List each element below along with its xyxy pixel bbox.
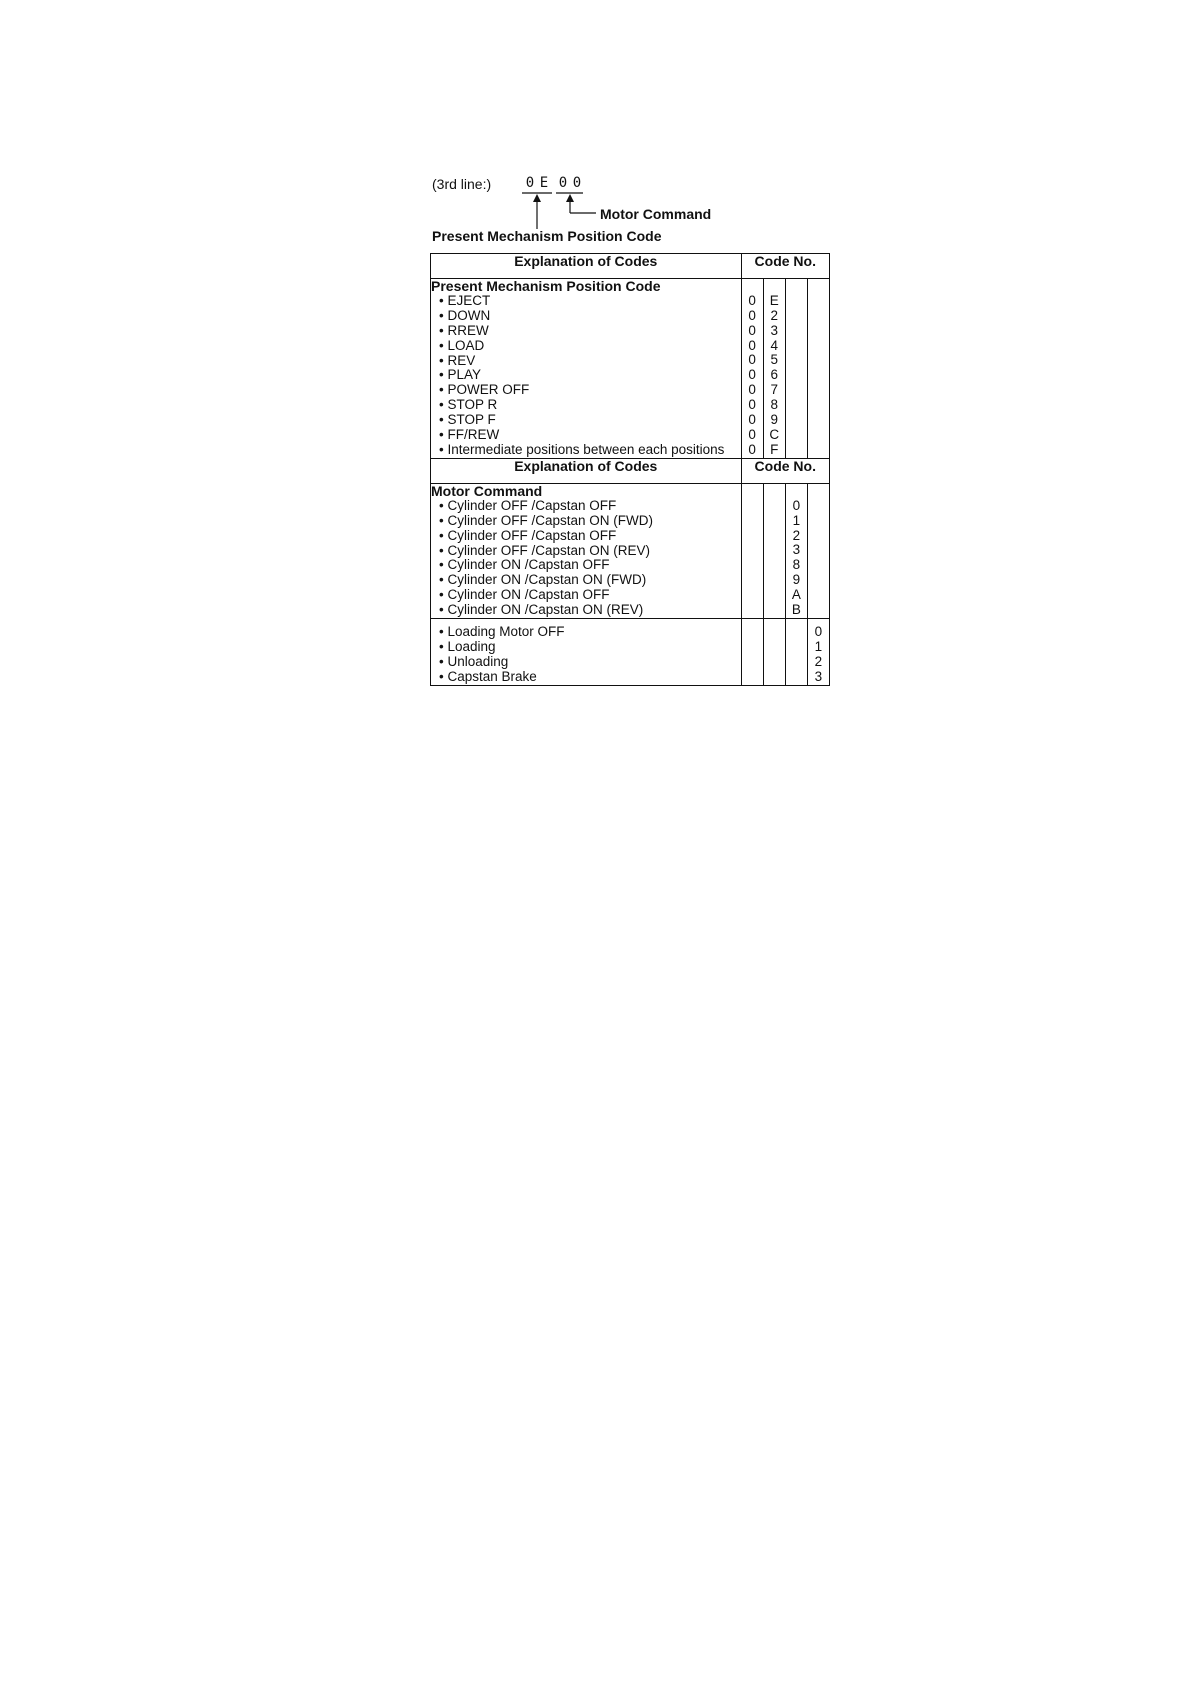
- loading-items: [431, 625, 741, 685]
- code-value: [523, 175, 584, 191]
- code-digit: 2: [770, 307, 778, 323]
- motor-col-2: [763, 483, 785, 618]
- position-col-1: [741, 279, 763, 459]
- code-digit: 0: [748, 307, 756, 323]
- list-item: • Cylinder ON /Capstan ON (REV): [431, 603, 741, 618]
- list-item: • Cylinder ON /Capstan OFF: [431, 558, 741, 573]
- motor-command-label: Motor Command: [600, 206, 712, 222]
- list-item: • RREW: [431, 324, 741, 339]
- loading-col-3: [785, 619, 807, 686]
- list-item: • PLAY: [431, 368, 741, 383]
- loading-col-4: [807, 619, 829, 686]
- list-item: • STOP F: [431, 413, 741, 428]
- list-item: • Unloading: [431, 655, 741, 670]
- position-section-explanation: [431, 279, 742, 459]
- list-item: • Cylinder OFF /Capstan OFF: [431, 529, 741, 544]
- code-digit: A: [791, 587, 801, 603]
- motor-section-title: Motor Command: [431, 482, 543, 499]
- list-item: • Intermediate positions between each positions: [431, 443, 741, 458]
- code-char: E: [539, 175, 549, 191]
- code-digit: 4: [770, 337, 778, 353]
- position-col-2: [763, 279, 785, 459]
- code-digit: 0: [814, 624, 823, 640]
- list-item: • Loading Motor OFF: [431, 625, 741, 640]
- code-digit: 3: [770, 322, 778, 338]
- list-item: • Cylinder OFF /Capstan OFF: [431, 499, 741, 514]
- code-digit: 7: [770, 382, 778, 398]
- loading-section-explanation: [431, 619, 742, 686]
- code-digit: E: [769, 292, 779, 308]
- list-item: • EJECT: [431, 294, 741, 309]
- motor-section-explanation: [431, 483, 742, 618]
- motor-items: [431, 499, 741, 618]
- code-digit: 0: [792, 497, 801, 513]
- position-col-3: [785, 279, 807, 459]
- arrow-motor-head: [566, 194, 574, 202]
- present-position-label: Present Mechanism Position Code: [432, 228, 662, 244]
- code-digit: 0: [748, 397, 756, 413]
- code-digit: 9: [792, 572, 801, 588]
- motor-section-row: [431, 483, 830, 618]
- code-digit: 0: [748, 337, 756, 353]
- loading-col-2: [763, 619, 785, 686]
- list-item: • REV: [431, 354, 741, 369]
- code-digit: 0: [748, 382, 756, 398]
- loading-col-1: [741, 619, 763, 686]
- code-digit: 0: [748, 441, 756, 457]
- code-digit: 2: [814, 653, 823, 669]
- loading-section-row: [431, 619, 830, 686]
- header-code-no: Code No.: [741, 254, 829, 279]
- code-digit: F: [770, 441, 779, 457]
- code-digit: 0: [748, 367, 756, 383]
- list-item: • POWER OFF: [431, 383, 741, 398]
- code-char: 0: [525, 175, 535, 191]
- code-digit: 1: [792, 512, 801, 528]
- header-code-no-2: Code No.: [741, 458, 829, 483]
- code-char: 0: [558, 175, 568, 191]
- list-item: • Loading: [431, 640, 741, 655]
- code-digit: 0: [748, 352, 756, 368]
- code-digit: 0: [748, 322, 756, 338]
- code-digit: 8: [770, 397, 778, 413]
- header-explanation: Explanation of Codes: [431, 254, 742, 279]
- code-digit: 8: [792, 557, 801, 573]
- table-header-row: [431, 254, 830, 279]
- motor-col-1: [741, 483, 763, 618]
- code-digit: 9: [770, 412, 778, 428]
- position-section-row: [431, 279, 830, 459]
- header-explanation-2: Explanation of Codes: [431, 458, 742, 483]
- list-item: • Capstan Brake: [431, 670, 741, 685]
- position-section-title: Present Mechanism Position Code: [431, 278, 661, 294]
- code-digit: 0: [748, 426, 756, 442]
- code-digit: 0: [748, 292, 756, 308]
- position-items: [431, 294, 741, 458]
- list-item: • Cylinder ON /Capstan OFF: [431, 588, 741, 603]
- code-digit: 3: [814, 668, 823, 684]
- code-digit: 5: [770, 352, 778, 368]
- list-item: • Cylinder ON /Capstan ON (FWD): [431, 573, 741, 588]
- code-digit: B: [791, 602, 801, 617]
- table-header-row-2: [431, 458, 830, 483]
- line-label: (3rd line:): [432, 176, 492, 192]
- code-char: 0: [572, 175, 582, 191]
- motor-col-4: [807, 483, 829, 618]
- code-digit: 6: [770, 367, 778, 383]
- arrow-position-head: [533, 194, 541, 202]
- motor-col-3: [785, 483, 807, 618]
- code-digit: 1: [814, 638, 823, 654]
- list-item: • LOAD: [431, 339, 741, 354]
- position-col-4: [807, 279, 829, 459]
- code-digit: 3: [792, 542, 801, 558]
- code-digit: 0: [748, 412, 756, 428]
- code-diagram: [430, 172, 830, 252]
- list-item: • DOWN: [431, 309, 741, 324]
- list-item: • FF/REW: [431, 428, 741, 443]
- list-item: • Cylinder OFF /Capstan ON (FWD): [431, 514, 741, 529]
- list-item: • Cylinder OFF /Capstan ON (REV): [431, 544, 741, 559]
- codes-table: [430, 253, 830, 686]
- code-digit: 2: [792, 527, 801, 543]
- code-digit: C: [769, 426, 780, 442]
- list-item: • STOP R: [431, 398, 741, 413]
